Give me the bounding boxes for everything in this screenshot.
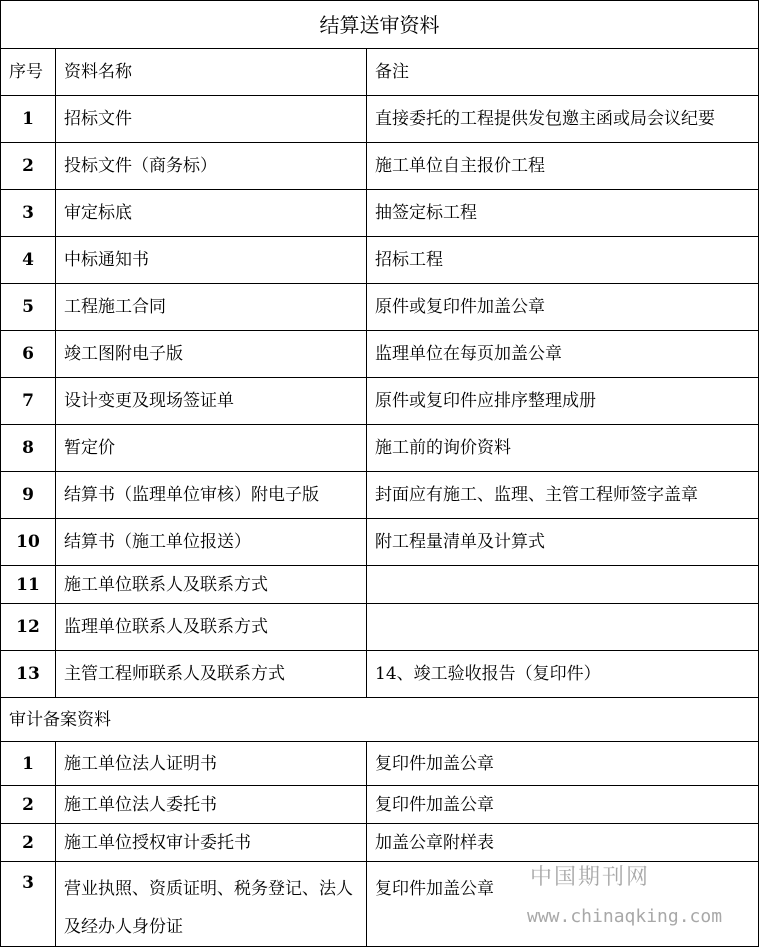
row-note: 加盖公章附样表 bbox=[367, 824, 759, 862]
section-title: 审计备案资料 bbox=[1, 698, 759, 742]
row-name: 设计变更及现场签证单 bbox=[56, 378, 367, 425]
row-num: 4 bbox=[1, 237, 56, 284]
row-note: 监理单位在每页加盖公章 bbox=[367, 331, 759, 378]
table-row bbox=[1, 284, 759, 331]
table-row bbox=[1, 190, 759, 237]
row-name: 施工单位联系人及联系方式 bbox=[56, 566, 367, 604]
table-row bbox=[1, 378, 759, 425]
row-num: 1 bbox=[1, 742, 56, 786]
row-num: 3 bbox=[1, 190, 56, 237]
row-note: 招标工程 bbox=[367, 237, 759, 284]
row-note: 复印件加盖公章 bbox=[367, 786, 759, 824]
header-name: 资料名称 bbox=[56, 49, 367, 96]
row-note: 复印件加盖公章 bbox=[367, 742, 759, 786]
table-row bbox=[1, 566, 759, 604]
header-num: 序号 bbox=[1, 49, 56, 96]
table-header-row bbox=[1, 49, 759, 96]
row-num: 8 bbox=[1, 425, 56, 472]
row-note: 施工前的询价资料 bbox=[367, 425, 759, 472]
table-row bbox=[1, 824, 759, 862]
table-row bbox=[1, 604, 759, 651]
row-note: 直接委托的工程提供发包邀主函或局会议纪要 bbox=[367, 96, 759, 143]
row-note bbox=[367, 566, 759, 604]
row-name: 营业执照、资质证明、税务登记、法人及经办人身份证 bbox=[56, 862, 367, 947]
row-note bbox=[367, 604, 759, 651]
row-num: 5 bbox=[1, 284, 56, 331]
row-name: 施工单位授权审计委托书 bbox=[56, 824, 367, 862]
row-note: 封面应有施工、监理、主管工程师签字盖章 bbox=[367, 472, 759, 519]
table-row bbox=[1, 862, 759, 947]
row-name: 审定标底 bbox=[56, 190, 367, 237]
row-num: 10 bbox=[1, 519, 56, 566]
table-row bbox=[1, 786, 759, 824]
row-note: 复印件加盖公章 bbox=[367, 862, 759, 947]
table-row bbox=[1, 519, 759, 566]
row-num: 12 bbox=[1, 604, 56, 651]
row-name: 主管工程师联系人及联系方式 bbox=[56, 651, 367, 698]
row-num: 13 bbox=[1, 651, 56, 698]
watermark-url: www.chinaqking.com bbox=[527, 906, 723, 927]
table-row bbox=[1, 425, 759, 472]
watermark-text: 中国期刊网 bbox=[530, 865, 651, 890]
row-name: 结算书（监理单位审核）附电子版 bbox=[56, 472, 367, 519]
row-note: 原件或复印件加盖公章 bbox=[367, 284, 759, 331]
table-row bbox=[1, 96, 759, 143]
row-name: 中标通知书 bbox=[56, 237, 367, 284]
row-num: 2 bbox=[1, 824, 56, 862]
row-name: 投标文件（商务标） bbox=[56, 143, 367, 190]
row-num: 7 bbox=[1, 378, 56, 425]
row-name: 竣工图附电子版 bbox=[56, 331, 367, 378]
row-num: 3 bbox=[1, 862, 56, 947]
row-num: 2 bbox=[1, 143, 56, 190]
row-name: 结算书（施工单位报送） bbox=[56, 519, 367, 566]
row-note: 抽签定标工程 bbox=[367, 190, 759, 237]
row-name: 暂定价 bbox=[56, 425, 367, 472]
table-row bbox=[1, 651, 759, 698]
page-title: 结算送审资料 bbox=[1, 1, 759, 49]
table-row bbox=[1, 143, 759, 190]
row-num: 6 bbox=[1, 331, 56, 378]
row-num: 11 bbox=[1, 566, 56, 604]
row-name: 施工单位法人证明书 bbox=[56, 742, 367, 786]
table-row bbox=[1, 331, 759, 378]
row-num: 9 bbox=[1, 472, 56, 519]
row-note: 附工程量清单及计算式 bbox=[367, 519, 759, 566]
row-name: 工程施工合同 bbox=[56, 284, 367, 331]
row-name: 招标文件 bbox=[56, 96, 367, 143]
row-note: 原件或复印件应排序整理成册 bbox=[367, 378, 759, 425]
row-num: 2 bbox=[1, 786, 56, 824]
table-row bbox=[1, 742, 759, 786]
header-note: 备注 bbox=[367, 49, 759, 96]
row-note: 14、竣工验收报告（复印件） bbox=[367, 651, 759, 698]
row-name: 施工单位法人委托书 bbox=[56, 786, 367, 824]
row-name: 监理单位联系人及联系方式 bbox=[56, 604, 367, 651]
table-row bbox=[1, 472, 759, 519]
table-row bbox=[1, 237, 759, 284]
row-note: 施工单位自主报价工程 bbox=[367, 143, 759, 190]
row-num: 1 bbox=[1, 96, 56, 143]
